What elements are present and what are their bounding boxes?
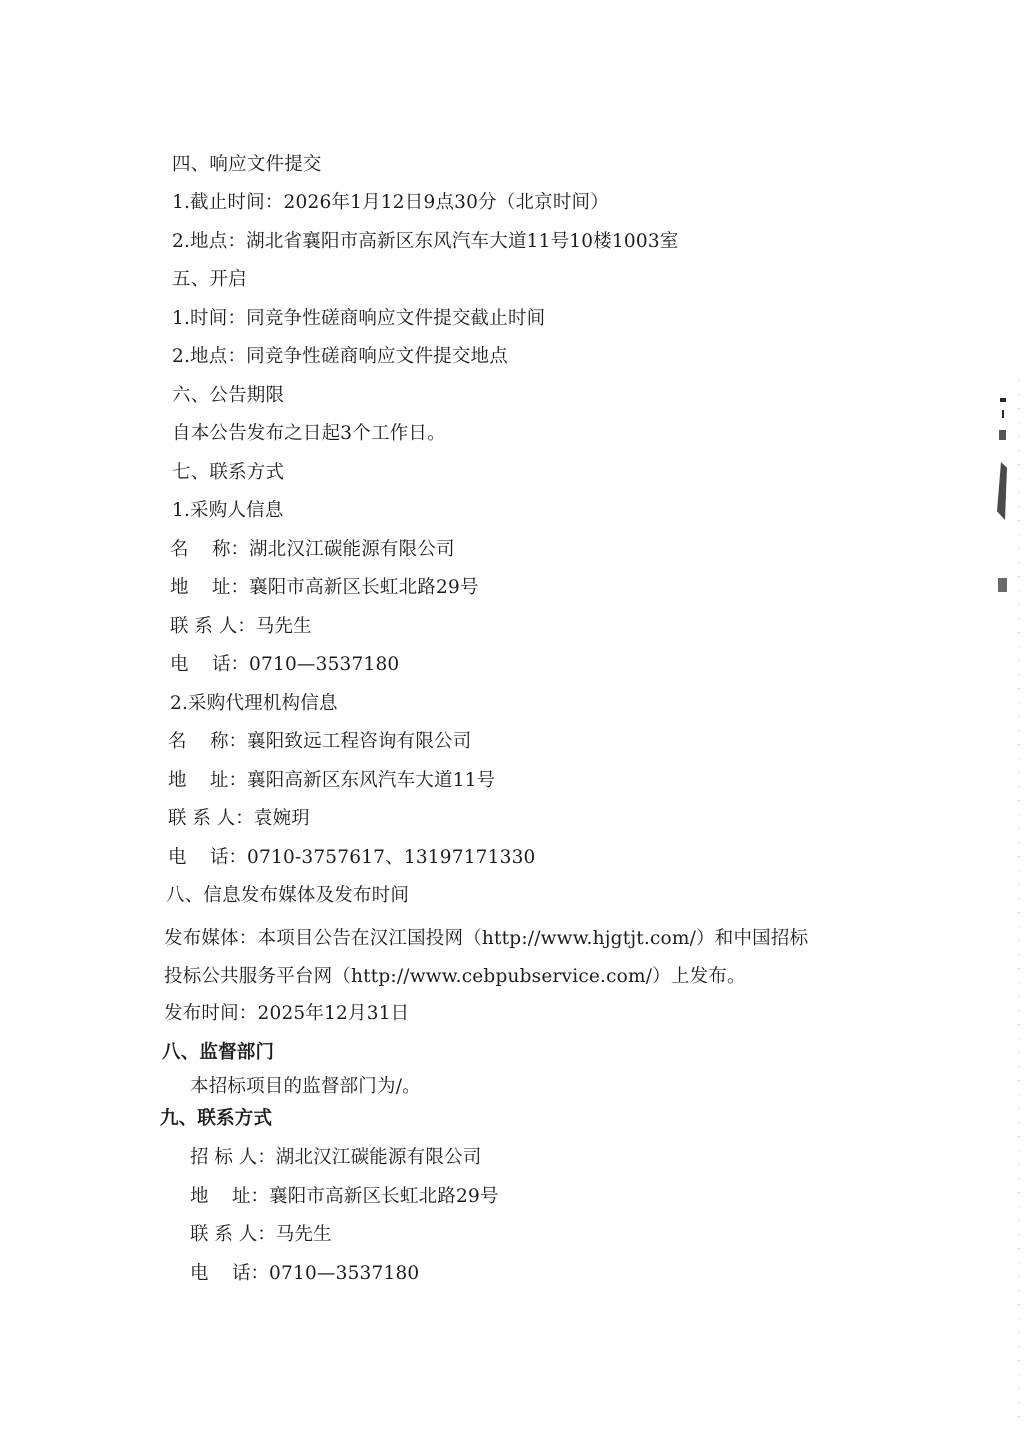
purchaser-address-key: 地 址： xyxy=(170,577,250,598)
agency-info-heading: 2.采购代理机构信息 xyxy=(170,693,338,714)
agency-address-value: 襄阳高新区东风汽车大道11号 xyxy=(247,770,496,791)
scan-dots xyxy=(1018,380,1020,1420)
agency-name-key: 名 称： xyxy=(168,731,248,752)
tenderer-phone-row xyxy=(190,1263,419,1285)
purchaser-name-row xyxy=(170,539,455,561)
media-line-1: 发布媒体：本项目公告在汉江国投网（http://www.hjgtjt.com/）和中国招标 xyxy=(164,928,809,949)
section-6-heading: 六、公告期限 xyxy=(172,385,285,406)
tenderer-address-row xyxy=(190,1186,499,1208)
opening-time-line: 1.时间：同竞争性磋商响应文件提交截止时间 xyxy=(172,308,546,329)
purchaser-name-key: 名 称： xyxy=(170,539,250,560)
purchaser-address-row xyxy=(170,577,479,599)
agency-name-value: 襄阳致远工程咨询有限公司 xyxy=(247,731,472,752)
supervision-line: 本招标项目的监督部门为/。 xyxy=(190,1076,421,1097)
agency-phone-key: 电 话： xyxy=(168,847,248,868)
publish-date-line: 发布时间：2025年12月31日 xyxy=(164,1003,410,1024)
agency-phone-row xyxy=(168,847,536,869)
section-7-heading: 七、联系方式 xyxy=(172,462,285,483)
deadline-line: 1.截止时间：2026年1月12日9点30分（北京时间） xyxy=(172,192,609,213)
purchaser-phone-key: 电 话： xyxy=(170,654,250,675)
purchaser-name-value: 湖北汉江碳能源有限公司 xyxy=(249,539,455,560)
media-line-2: 投标公共服务平台网（http://www.cebpubservice.com/）上发布。 xyxy=(164,966,746,987)
tenderer-contact-key: 联 系 人： xyxy=(190,1224,276,1245)
purchaser-contact-row xyxy=(170,616,312,638)
section-9-heading: 九、联系方式 xyxy=(160,1108,273,1129)
section-4-heading: 四、响应文件提交 xyxy=(172,154,322,175)
agency-phone-value: 0710-3757617、13197171330 xyxy=(247,847,536,868)
purchaser-phone-row xyxy=(170,654,399,676)
tenderer-address-key: 地 址： xyxy=(190,1186,270,1207)
tenderer-name-value: 湖北汉江碳能源有限公司 xyxy=(275,1147,482,1168)
tenderer-phone-key: 电 话： xyxy=(190,1263,270,1284)
notice-period-line: 自本公告发布之日起3个工作日。 xyxy=(172,423,446,444)
scan-mark xyxy=(999,430,1006,440)
tenderer-name-key: 招 标 人： xyxy=(190,1147,276,1168)
agency-address-key: 地 址： xyxy=(168,770,248,791)
agency-address-row xyxy=(168,770,495,792)
opening-location-line: 2.地点：同竞争性磋商响应文件提交地点 xyxy=(172,346,508,367)
agency-contact-row xyxy=(168,808,310,830)
purchaser-contact-key: 联 系 人： xyxy=(170,616,256,637)
agency-name-row xyxy=(168,731,471,753)
purchaser-contact-value: 马先生 xyxy=(255,616,312,637)
location-line: 2.地点：湖北省襄阳市高新区东风汽车大道11号10楼1003室 xyxy=(172,231,679,252)
tenderer-phone-value: 0710—3537180 xyxy=(269,1263,420,1284)
purchaser-info-heading: 1.采购人信息 xyxy=(172,500,284,521)
tenderer-name-row xyxy=(190,1147,481,1169)
tenderer-address-value: 襄阳市高新区长虹北路29号 xyxy=(269,1186,499,1207)
scan-mark xyxy=(1000,398,1006,402)
scan-mark xyxy=(998,578,1007,592)
tenderer-contact-value: 马先生 xyxy=(275,1224,332,1245)
scan-mark xyxy=(1002,410,1004,418)
section-5-heading: 五、开启 xyxy=(172,269,247,290)
agency-contact-value: 袁婉玥 xyxy=(253,808,310,829)
agency-contact-key: 联 系 人： xyxy=(168,808,254,829)
purchaser-phone-value: 0710—3537180 xyxy=(249,654,400,675)
tenderer-contact-row xyxy=(190,1224,332,1246)
scan-mark xyxy=(997,462,1007,520)
section-8-heading: 八、信息发布媒体及发布时间 xyxy=(166,885,410,906)
supervision-heading: 八、监督部门 xyxy=(162,1042,275,1063)
purchaser-address-value: 襄阳市高新区长虹北路29号 xyxy=(249,577,479,598)
